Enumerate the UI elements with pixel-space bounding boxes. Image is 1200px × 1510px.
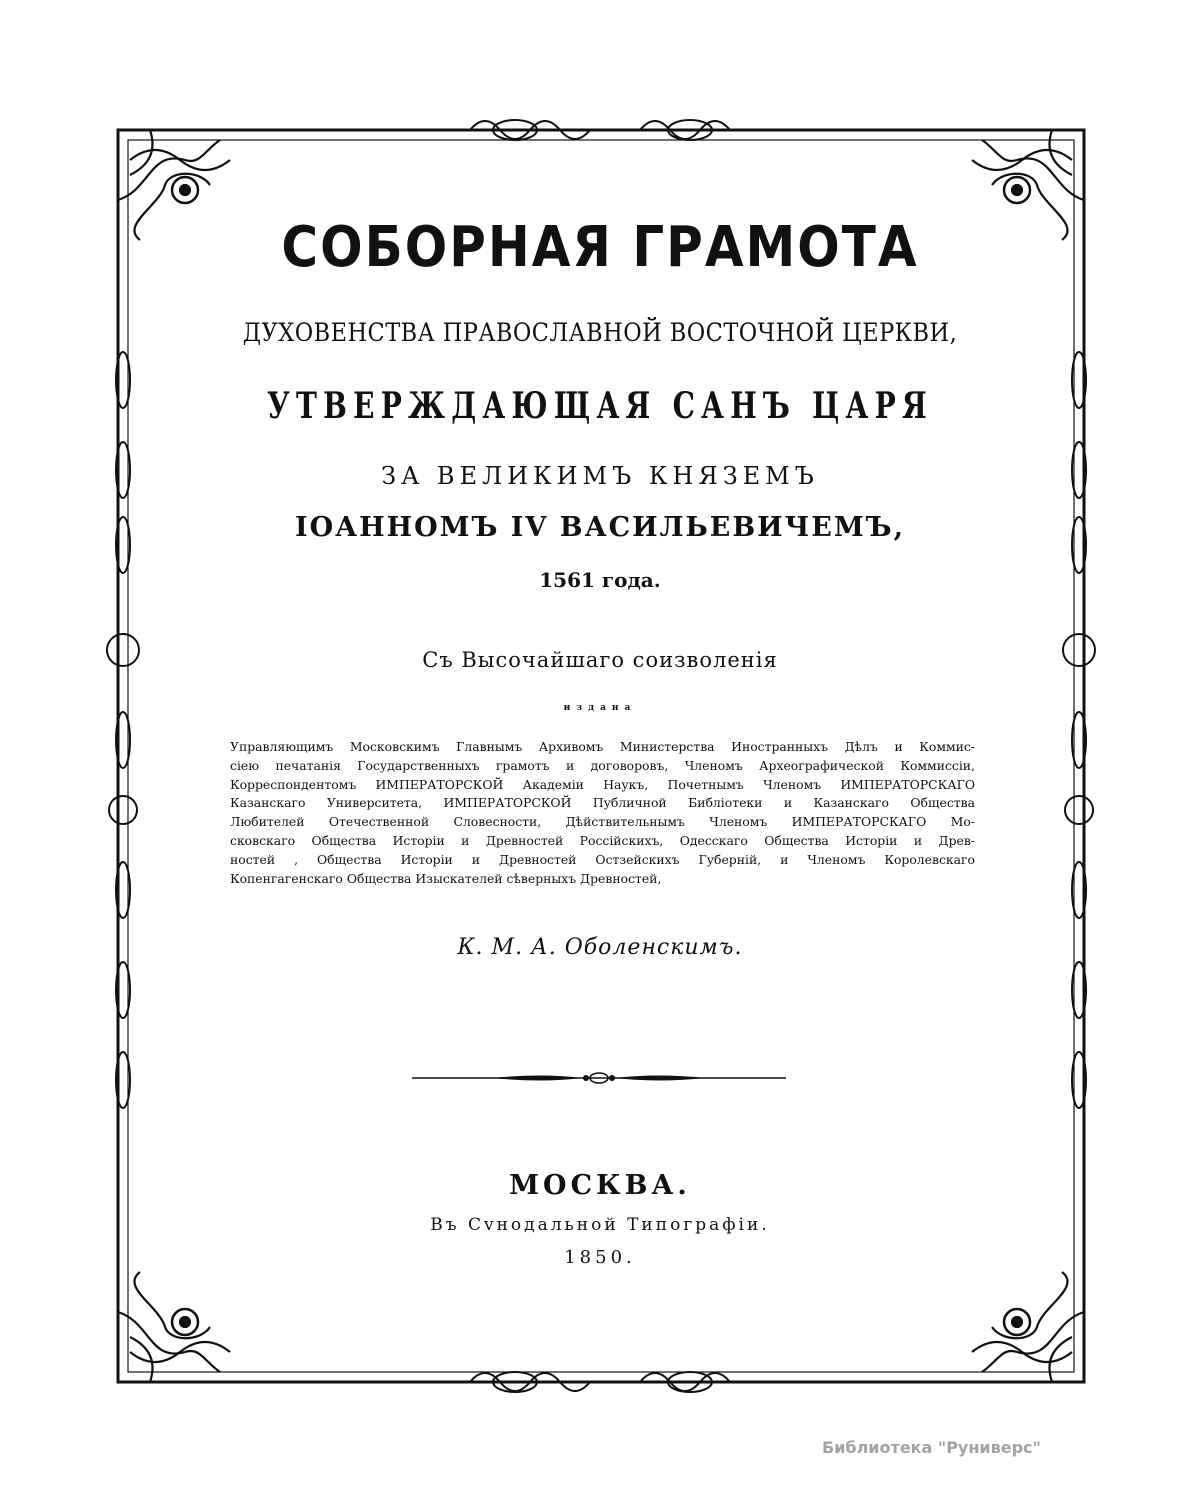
credentials-line: сіею печатанія Государственныхъ грамотъ и договоровъ, Членомъ Археографической Коммиссіи, <box>230 757 975 773</box>
credentials-line: Копенгагенскаго Общества Изыскателей сѣверныхъ Древностей, <box>230 870 662 886</box>
credentials-line: Корреспондентомъ ИМПЕРАТОРСКОЙ Академіи Наукъ, Почетнымъ Членомъ ИМПЕРАТОРСКАГО <box>230 776 975 792</box>
publisher-credentials <box>230 738 975 888</box>
credentials-line: Управляющимъ Московскимъ Главнымъ Архивомъ Министерства Иностранныхъ Дѣлъ и Коммис- <box>230 739 975 754</box>
imprint-printer: Въ Сvнодальной Типографіи. <box>430 1215 770 1235</box>
charter-year: 1561 года. <box>539 568 661 592</box>
document-title: СОБОРНАЯ ГРАМОТА <box>281 214 919 280</box>
decorative-rule <box>412 1068 786 1088</box>
imprint-year: 1850. <box>564 1247 636 1268</box>
credentials-line: ностей , Общества Исторіи и Древностей Остзейскихъ Губерній, и Членомъ Королевскаго <box>230 851 975 867</box>
editor-signature: К. М. А. Оболенскимъ. <box>457 935 743 960</box>
imprint-city: МОСКВА. <box>509 1170 691 1201</box>
subtitle-line-3: ЗА ВЕЛИКИМЪ КНЯЗЕМЪ <box>381 462 819 490</box>
permission-line: Съ Высочайшаго соизволенія <box>422 648 778 672</box>
credentials-line: Любителей Отечественной Словесности, Дѣйствительнымъ Членомъ ИМПЕРАТОРСКАГО Мо- <box>230 814 975 830</box>
subtitle-line-4: ІОАННОМЪ IV ВАСИЛЬЕВИЧЕМЪ, <box>295 512 905 543</box>
published-label: издана <box>563 703 637 713</box>
library-watermark: Библиотека "Руниверс" <box>822 1438 1041 1457</box>
credentials-line: Казанскаго Университета, ИМПЕРАТОРСКОЙ Публичной Библіотеки и Казанскаго Общества <box>230 795 975 811</box>
credentials-line: сковскаго Общества Исторіи и Древностей Россійскихъ, Одесскаго Общества Исторіи и Древ- <box>230 832 975 848</box>
subtitle-line-1: ДУХОВЕНСТВА ПРАВОСЛАВНОЙ ВОСТОЧНОЙ ЦЕРКВИ, <box>242 318 958 347</box>
subtitle-line-2: УТВЕРЖДАЮЩАЯ САНЪ ЦАРЯ <box>266 385 934 427</box>
